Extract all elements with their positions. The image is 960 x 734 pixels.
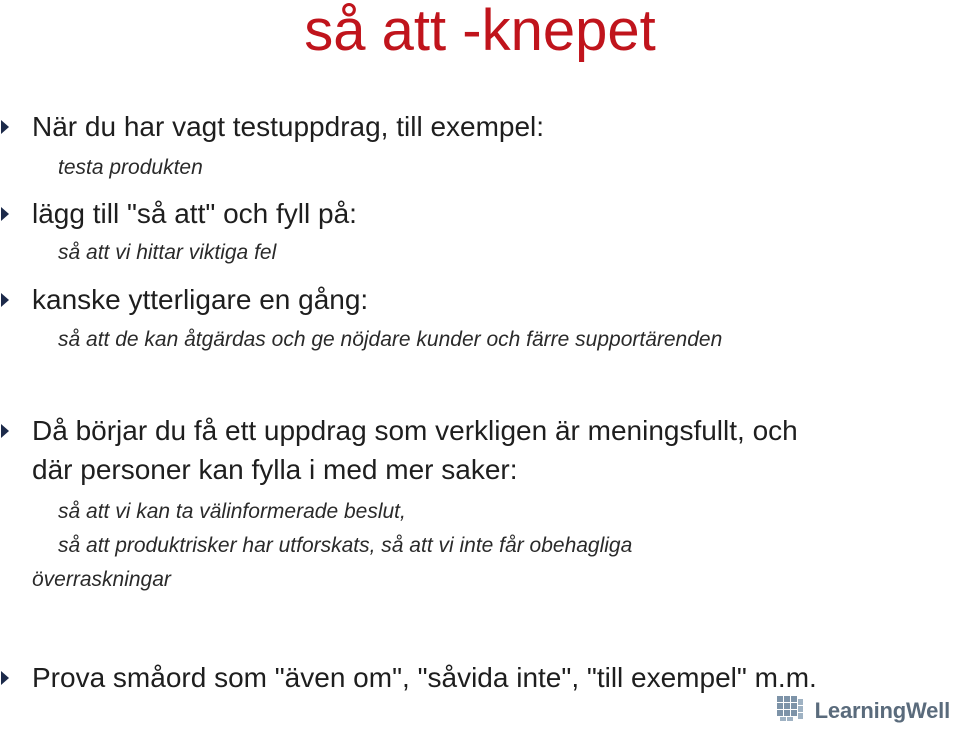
cube-logo-icon — [775, 693, 809, 728]
bullet-text: kanske ytterligare en gång: — [32, 284, 369, 315]
sub-text: så att de kan åtgärdas och ge nöjdare kunder och färre supportärenden — [58, 328, 723, 351]
bullet-text-line-1: Då börjar du få ett uppdrag som verkligen är meningsfullt, och — [32, 415, 798, 446]
sub-text: så att produktrisker har utforskats, så att vi inte får obehagliga — [58, 534, 633, 557]
bullet-text: Prova småord som "även om", "såvida inte", "till exempel" m.m. — [32, 662, 817, 693]
logo-text: LearningWell — [814, 697, 950, 723]
sub-text: så att vi hittar viktiga fel — [58, 241, 277, 264]
learningwell-logo — [775, 693, 950, 728]
bullet-icon — [0, 119, 10, 135]
sub-text: överraskningar — [32, 568, 171, 591]
slide-title: så att -knepet — [304, 0, 656, 63]
sub-text: så att vi kan ta välinformerade beslut, — [58, 500, 406, 523]
bullet-icon — [0, 206, 10, 222]
sub-text: testa produkten — [58, 156, 203, 179]
bullet-icon — [0, 670, 10, 686]
bullet-text-line-2: där personer kan fylla i med mer saker: — [32, 454, 518, 485]
bullet-text: lägg till "så att" och fyll på: — [32, 198, 357, 229]
bullet-text: När du har vagt testuppdrag, till exempel: — [32, 111, 545, 142]
bullet-icon — [0, 292, 10, 308]
bullet-icon — [0, 423, 10, 439]
